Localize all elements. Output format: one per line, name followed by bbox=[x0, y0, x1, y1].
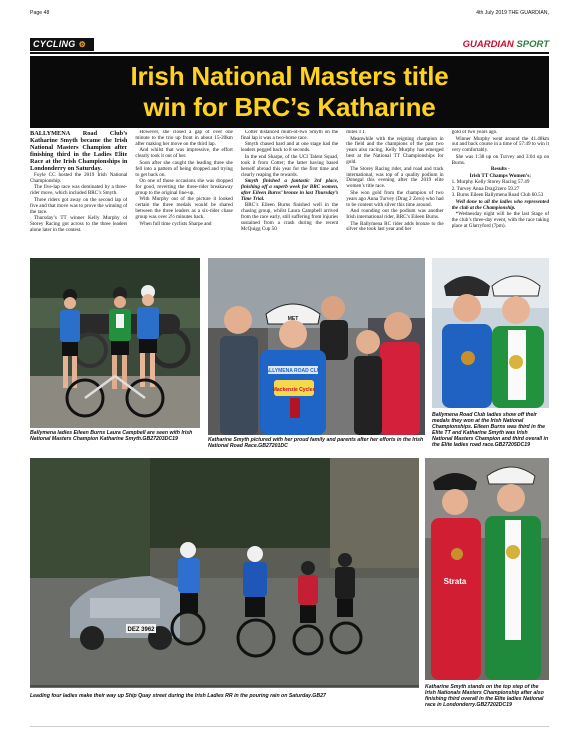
headline-line-2: win for BRC’s Katharine bbox=[143, 92, 436, 122]
article-paragraph: 1. Murphy Kelly Storey Racing 57.49 bbox=[451, 179, 530, 186]
article-paragraph: She was 1:38 up on Turvey and 3:04 up on Burns. bbox=[451, 153, 549, 166]
photo-medal-winners bbox=[432, 258, 549, 408]
article-paragraph: The Storey Racing rider, and road and track international, was top of a quality podium in Donegal this evening after the 2019 elite women’s title race. bbox=[346, 165, 444, 190]
page-footer-rule bbox=[30, 726, 549, 727]
photo-5-image bbox=[425, 458, 549, 680]
issue-date: 4th July 2019 THE GUARDIAN, bbox=[476, 10, 549, 16]
headline-line-1: Irish National Masters title bbox=[130, 61, 449, 91]
article-paragraph: Results - bbox=[490, 166, 510, 173]
photo-podium bbox=[425, 458, 549, 680]
article-paragraph: And whilst that was impressive, the effort clearly took it out of her. bbox=[135, 147, 233, 160]
article-paragraph: *Wednesday night will be the last Stage of the club’s three-day event, with the race taking place at Glarryford (7pm). bbox=[451, 211, 549, 229]
section-label bbox=[30, 38, 94, 51]
article-paragraph: 2. Turvey Anna Drag2zero 59.27 bbox=[451, 185, 520, 192]
photo-race-ship-quay bbox=[30, 458, 419, 688]
photo-4-image bbox=[30, 458, 419, 688]
masthead-sport: SPORT bbox=[516, 39, 549, 50]
bicycle-icon: ⚙ bbox=[78, 40, 87, 49]
section-title: CYCLING bbox=[33, 39, 76, 49]
photo-club-riders-cannon bbox=[30, 258, 200, 428]
article-body bbox=[30, 130, 549, 254]
caption-photo-4: Leading four ladies make their way up Ship Quay street during the Irish Ladies RR in the pouring rain on Saturday.GB27 bbox=[30, 693, 326, 699]
article-paragraph: Foyle CC hosted the 2019 Irish National Championship. bbox=[30, 172, 128, 184]
article-paragraph: Cotter distanced mum-of-two Smyth on the final lap it was a two-horse race. bbox=[240, 130, 339, 141]
photo-1-image bbox=[30, 258, 200, 428]
article-paragraph: With Murphy out of the picture it looked certain the three medals would be shared between the three leaders as a six-rider chase group was over 2½ minutes back. bbox=[135, 196, 233, 221]
article-paragraph: gold of two years ago. bbox=[451, 130, 498, 135]
article-paragraph: BALLYMENA Road Club’s Katharine Smyth became the Irish National Masters Champion after finishing third in the Ladies Elite Race at the Irish Championships in Londonderry on Saturday. bbox=[30, 130, 128, 172]
page-header-line bbox=[30, 10, 549, 20]
page-number: Page 48 bbox=[30, 10, 50, 16]
headline bbox=[30, 56, 549, 128]
caption-photo-3: Ballymena Road Club ladies show off their medals they won at the Irish National Championships. Eileen Burns was third in the Elite TT and Katharine Smyth was Irish National Masters Champion and third overall in the Elite ladies road race.GB27205DC19 bbox=[432, 412, 549, 448]
jersey-sponsor-text-podium: Strata bbox=[443, 577, 467, 586]
article-paragraph: Smyth finished a fantastic 3rd place, finishing off a superb week for BRC women, after Eileen Burns’ bronze in last Thursday’s Time Trial. bbox=[240, 178, 339, 202]
article-column-4 bbox=[346, 130, 443, 254]
article-paragraph: Smyth chased hard and at one stage had the leaders pegged back to 8 seconds. bbox=[240, 141, 339, 154]
article-paragraph: Irish TT Champs Women’s: bbox=[469, 172, 532, 179]
car-plate-text: DEZ 3962 bbox=[127, 627, 155, 633]
caption-photo-1: Ballymena ladies Eileen Burns Laura Campbell are seen with Irish National Masters Champion Katharine Smyth.GB27203DC19 bbox=[30, 430, 193, 442]
caption-photo-2: Katharine Smyth pictured with her proud family and parents after her efforts in the Irish National Road Race.GB27201DC bbox=[208, 437, 424, 449]
article-paragraph: The five-lap race was dominated by a three-rider move, which included BRC’s Smyth. bbox=[30, 184, 128, 197]
article-column-1 bbox=[30, 130, 127, 254]
article-paragraph: However, she closed a gap of over one minute to the trio up front in about 15-20km after making her move on the third lap. bbox=[135, 130, 233, 147]
article-paragraph: Winner Murphy went around the 41.48km out and back course in a time of 57:49 to win it very comfortably. bbox=[451, 135, 549, 154]
article-column-3 bbox=[241, 130, 338, 254]
photo-smyth-family bbox=[208, 258, 425, 435]
article-paragraph: Well done to all the ladies who represented the club at the Championship. bbox=[451, 198, 549, 211]
photo-2-image bbox=[208, 258, 425, 435]
helmet-text: MET bbox=[287, 316, 299, 322]
article-paragraph: 3. Burns Eileen Ballymena Road Club 60.53 bbox=[451, 192, 544, 199]
article-paragraph: Meanwhile with the reigning champion in the field and the champions of the past two years also racing, Kelly Murphy has emerged best at the National TT Championships for gold. bbox=[346, 135, 444, 166]
article-paragraph: The Ballymena RC rider adds bronze to the silver she took last year and her bbox=[346, 220, 444, 233]
article-paragraph: BRC’s Eileen Burns finished well in the chasing group, whilst Laura Campbell arrived from the race early, still suffering from injuries sustained from a crash during the recent McQuigg Cup 50 bbox=[240, 202, 339, 232]
article-paragraph: When full time cyclists Sharpe and bbox=[139, 220, 212, 227]
jersey-text: BALLYMENA ROAD CLUB bbox=[261, 368, 325, 374]
photo-3-image bbox=[432, 258, 549, 408]
article-paragraph: And rounding out the podium was another Irish international rider, BRC’s Eileen Burns. bbox=[346, 208, 444, 221]
article-column-5 bbox=[452, 130, 549, 254]
jersey-sponsor-text: Mackenzie Cycles bbox=[272, 387, 316, 393]
article-paragraph: In the end Sharpe, of the UCI Talent Squad, took it from Cotter; the latter having based herself abroad this year for the first time and clearly reaping the rewards. bbox=[240, 153, 339, 178]
masthead-guardian: GUARDIAN bbox=[462, 39, 514, 50]
article-paragraph: She won gold from the champion of two years ago Anna Turvey (Drag 2 Zero) who had to be content with silver this time around. bbox=[346, 189, 444, 208]
article-paragraph: Soon after she caught the leading three she fell into a pattern of being dropped and trying to get back on. bbox=[135, 159, 233, 178]
masthead bbox=[463, 38, 549, 51]
article-paragraph: On one of those occasions she was dropped for good, reverting the three-rider breakaway group to the original line-up. bbox=[135, 178, 233, 196]
article-paragraph: Thursday’s TT winner Kelly Murphy of Storey Racing got across to the three leaders alone later in the contest. bbox=[30, 215, 128, 233]
header-rule bbox=[30, 52, 549, 54]
article-paragraph: Three riders got away on the second lap of five and that move was to prove the winning of the race. bbox=[30, 196, 128, 215]
article-paragraph: miles TT. bbox=[346, 130, 366, 135]
caption-photo-5: Katharine Smyth stands on the top step of the Irish Nationals Masters Championship after also finishing third overall in the Elite ladies National race in Londonderry.GB27202DC19 bbox=[425, 684, 544, 708]
article-column-2 bbox=[135, 130, 232, 254]
